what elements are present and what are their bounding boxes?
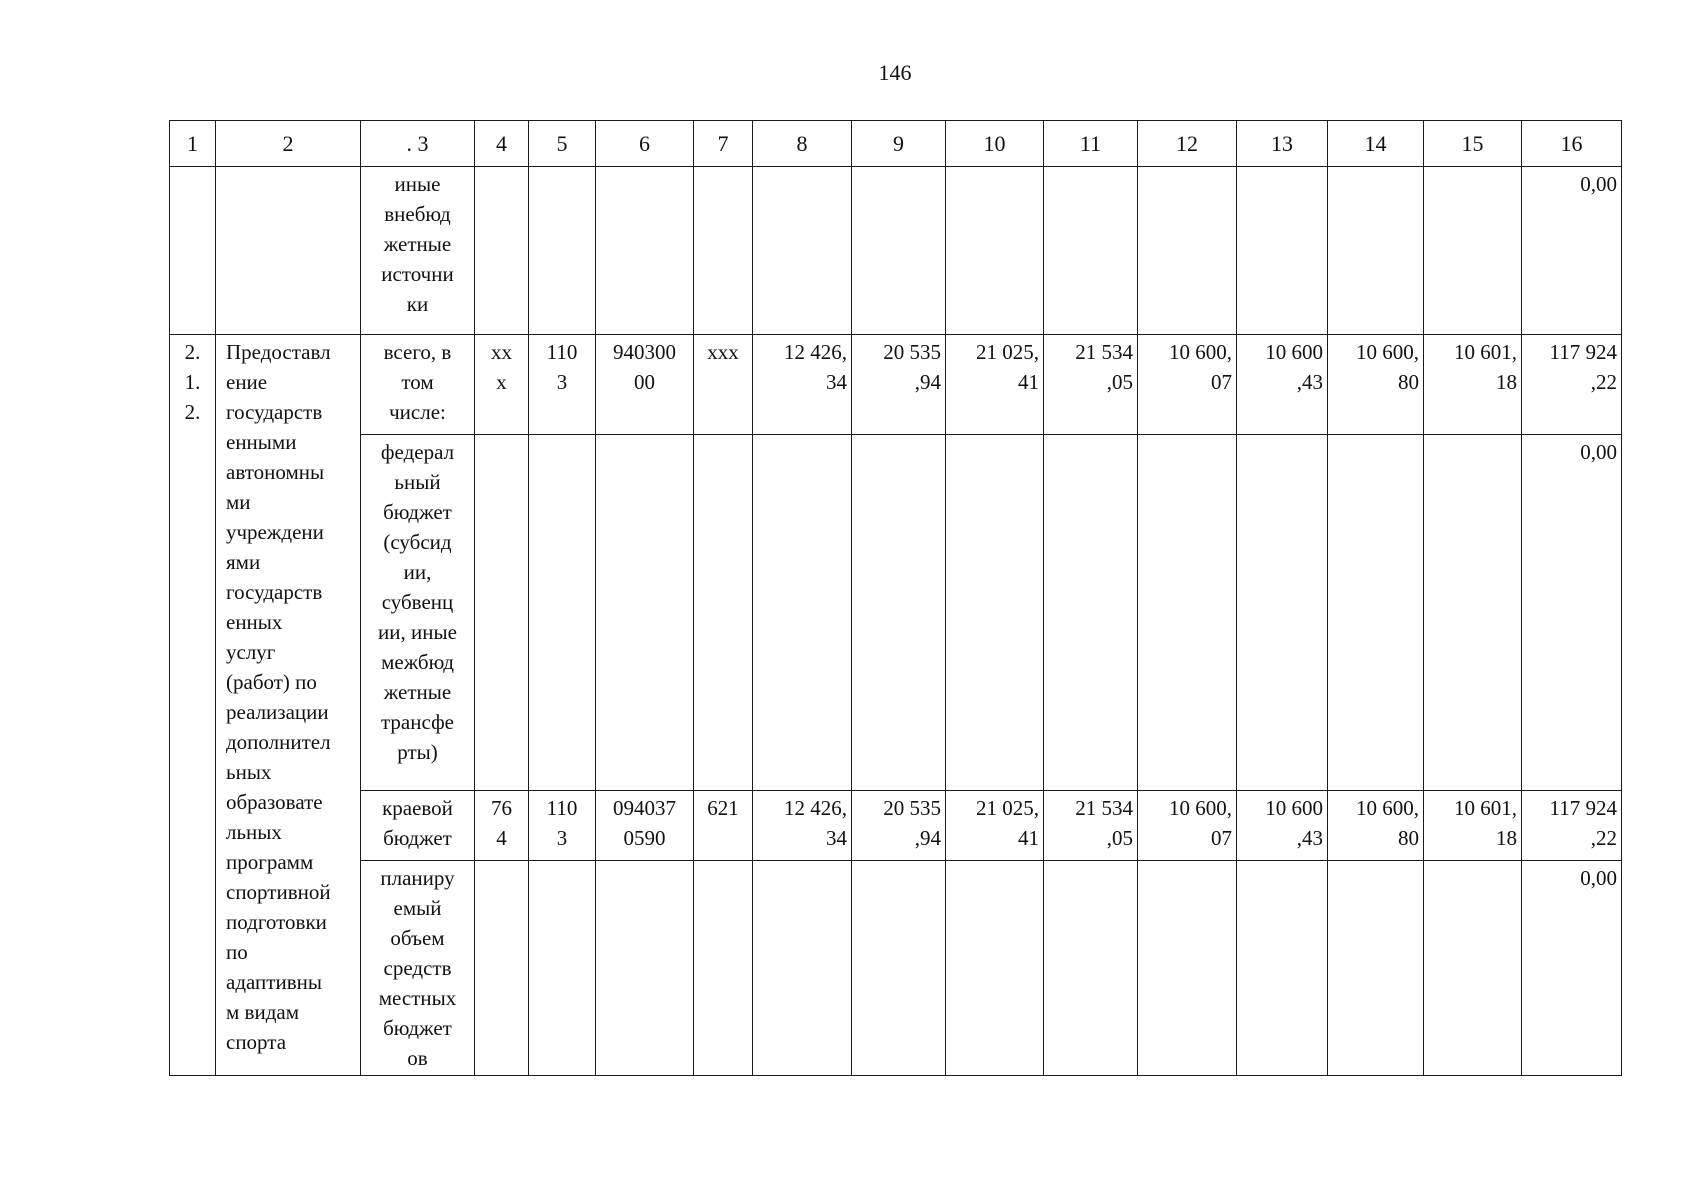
code-cell: хх х [475, 335, 529, 435]
amount-cell: 10 600 ,43 [1237, 791, 1328, 861]
amount-cell: 10 600, 07 [1138, 335, 1237, 435]
total-cell: 0,00 [1522, 167, 1622, 335]
funding-source-cell: планиру емый объем средств местных бюджет ов [361, 861, 475, 1076]
amount-cell: 10 600, 80 [1328, 791, 1424, 861]
column-header: 5 [529, 121, 596, 167]
code-cell: 110 3 [529, 335, 596, 435]
column-header: 8 [753, 121, 852, 167]
column-header: 4 [475, 121, 529, 167]
item-name-cell: Предоставл ение государств енными автономны ми учреждени ями государств енных услуг (работ) по реализации дополнител ьных образовате льных программ спортивной подготовки по адаптивны м видам спорта [216, 335, 361, 1076]
empty-cell [170, 167, 216, 335]
funding-source-cell: иные внебюд жетные источни ки [361, 167, 475, 335]
funding-source-cell: федерал ьный бюджет (субсид ии, субвенц ии, иные межбюд жетные трансфе рты) [361, 435, 475, 791]
amount-cell: 10 601, 18 [1424, 791, 1522, 861]
item-number-cell: 2. 1. 2. [170, 335, 216, 1076]
code-cell: 940300 00 [596, 335, 694, 435]
code-cell: 621 [694, 791, 753, 861]
code-cell: 76 4 [475, 791, 529, 861]
total-cell: 0,00 [1522, 435, 1622, 791]
amount-cell: 20 535 ,94 [852, 791, 946, 861]
column-header: 16 [1522, 121, 1622, 167]
page-number: 146 [878, 60, 912, 85]
column-header: 11 [1044, 121, 1138, 167]
amount-cell: 10 600, 07 [1138, 791, 1237, 861]
column-number-row [170, 121, 1622, 167]
column-header: 14 [1328, 121, 1424, 167]
code-cell: 094037 0590 [596, 791, 694, 861]
column-header: . 3 [361, 121, 475, 167]
column-header: 15 [1424, 121, 1522, 167]
column-header: 12 [1138, 121, 1237, 167]
amount-cell: 10 600, 80 [1328, 335, 1424, 435]
amount-cell: 20 535 ,94 [852, 335, 946, 435]
amount-cell: 21 534 ,05 [1044, 791, 1138, 861]
column-header: 9 [852, 121, 946, 167]
table-row-regional [170, 791, 1622, 861]
funding-source-cell: краевой бюджет [361, 791, 475, 861]
empty-cell [216, 167, 361, 335]
amount-cell: 21 025, 41 [946, 791, 1044, 861]
amount-cell: 10 600 ,43 [1237, 335, 1328, 435]
column-header: 13 [1237, 121, 1328, 167]
code-cell: ххх [694, 335, 753, 435]
total-cell: 117 924 ,22 [1522, 335, 1622, 435]
amount-cell: 12 426, 34 [753, 791, 852, 861]
total-cell: 0,00 [1522, 861, 1622, 1076]
table-row-total [170, 335, 1622, 435]
column-header: 7 [694, 121, 753, 167]
table-row-other-sources [170, 167, 1622, 335]
column-header: 10 [946, 121, 1044, 167]
funding-source-cell: всего, в том числе: [361, 335, 475, 435]
amount-cell: 12 426, 34 [753, 335, 852, 435]
budget-table [169, 120, 1622, 1076]
table-row-local [170, 861, 1622, 1076]
amount-cell: 21 025, 41 [946, 335, 1044, 435]
column-header: 1 [170, 121, 216, 167]
column-header: 2 [216, 121, 361, 167]
amount-cell: 21 534 ,05 [1044, 335, 1138, 435]
table-row-federal [170, 435, 1622, 791]
code-cell: 110 3 [529, 791, 596, 861]
total-cell: 117 924 ,22 [1522, 791, 1622, 861]
column-header: 6 [596, 121, 694, 167]
amount-cell: 10 601, 18 [1424, 335, 1522, 435]
